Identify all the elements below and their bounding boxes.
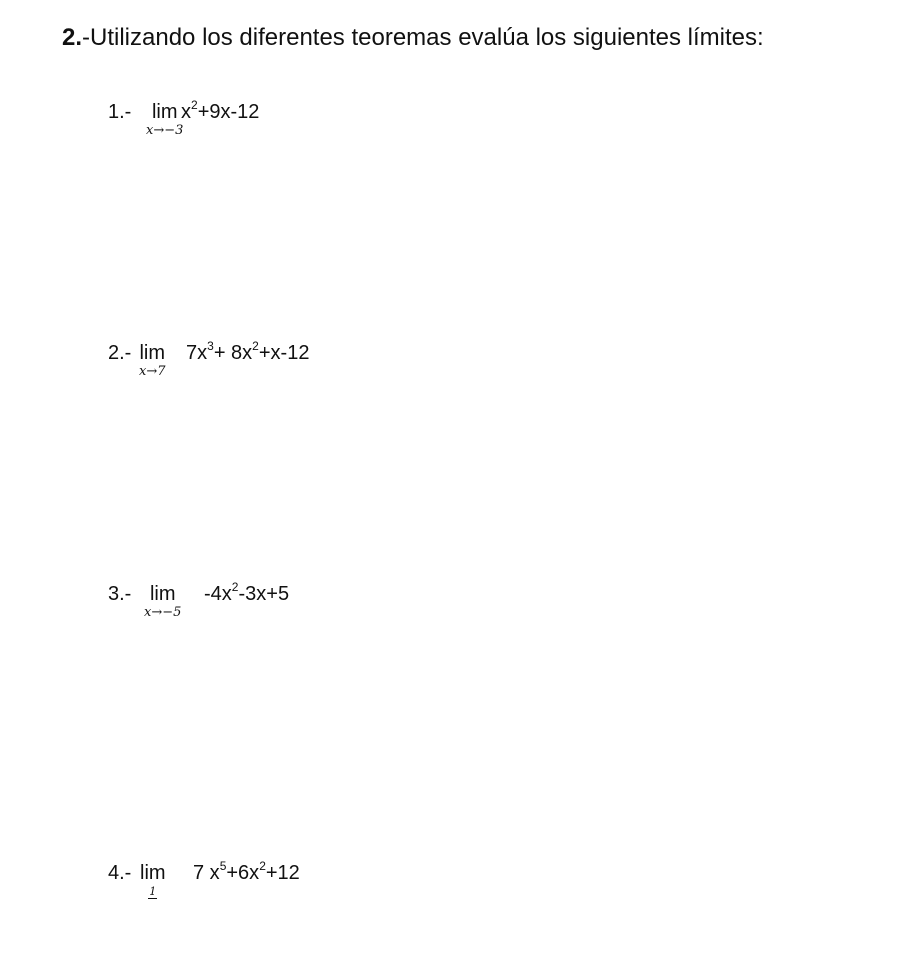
lim-word: lim <box>139 342 166 364</box>
expr-exponent: 2 <box>252 339 259 354</box>
limit-variable: x <box>139 364 147 379</box>
limit-expression <box>204 582 289 606</box>
expr-term: 7 x <box>193 862 220 884</box>
exercise-heading <box>62 22 764 54</box>
expr-exponent: 3 <box>207 339 214 354</box>
expr-term: -4x <box>204 583 232 605</box>
expr-term: +9x-12 <box>197 101 260 123</box>
exercise-instruction: -Utilizando los diferentes teoremas evalúa los siguientes límites: <box>82 24 764 51</box>
limit-operator <box>144 582 181 620</box>
limit-operator <box>139 341 166 379</box>
expr-term: +x-12 <box>258 342 310 364</box>
limit-target: 7 <box>157 364 166 379</box>
limit-operator <box>140 861 166 899</box>
expr-term: +12 <box>265 862 300 884</box>
limit-variable: x <box>144 605 152 620</box>
limit-expression <box>193 861 300 885</box>
arrow-icon: → <box>153 123 165 138</box>
limit-variable: x <box>146 123 154 138</box>
limit-expression <box>181 100 259 124</box>
limit-target: −3 <box>164 123 184 138</box>
limit-target: −5 <box>162 605 182 620</box>
limit-target: 1 <box>149 885 157 898</box>
expr-exponent: 2 <box>259 859 266 874</box>
expr-term: -3x+5 <box>238 583 290 605</box>
expr-exponent: 5 <box>219 859 227 874</box>
problem-label: 2.- <box>108 342 132 364</box>
limit-operator <box>146 100 183 138</box>
expr-term: + 8x <box>213 342 253 364</box>
problem-label: 1.- <box>108 101 132 123</box>
arrow-icon: → <box>151 605 163 620</box>
expr-exponent: 2 <box>191 98 198 113</box>
expr-term: x <box>181 101 191 123</box>
problem-label: 3.- <box>108 583 132 605</box>
lim-word: lim <box>140 862 166 884</box>
arrow-icon: → <box>146 364 158 379</box>
limit-subscript <box>146 123 183 138</box>
limit-subscript <box>144 605 181 620</box>
limit-expression <box>186 341 309 365</box>
exercise-number: 2. <box>62 24 83 51</box>
lim-word: lim <box>151 101 178 123</box>
problem-label: 4.- <box>108 862 132 884</box>
expr-term: 7x <box>186 342 208 364</box>
limit-subscript <box>140 884 166 899</box>
expr-term: +6x <box>226 862 260 884</box>
expr-exponent: 2 <box>231 580 239 595</box>
limit-subscript <box>139 364 166 379</box>
lim-word: lim <box>149 583 176 605</box>
